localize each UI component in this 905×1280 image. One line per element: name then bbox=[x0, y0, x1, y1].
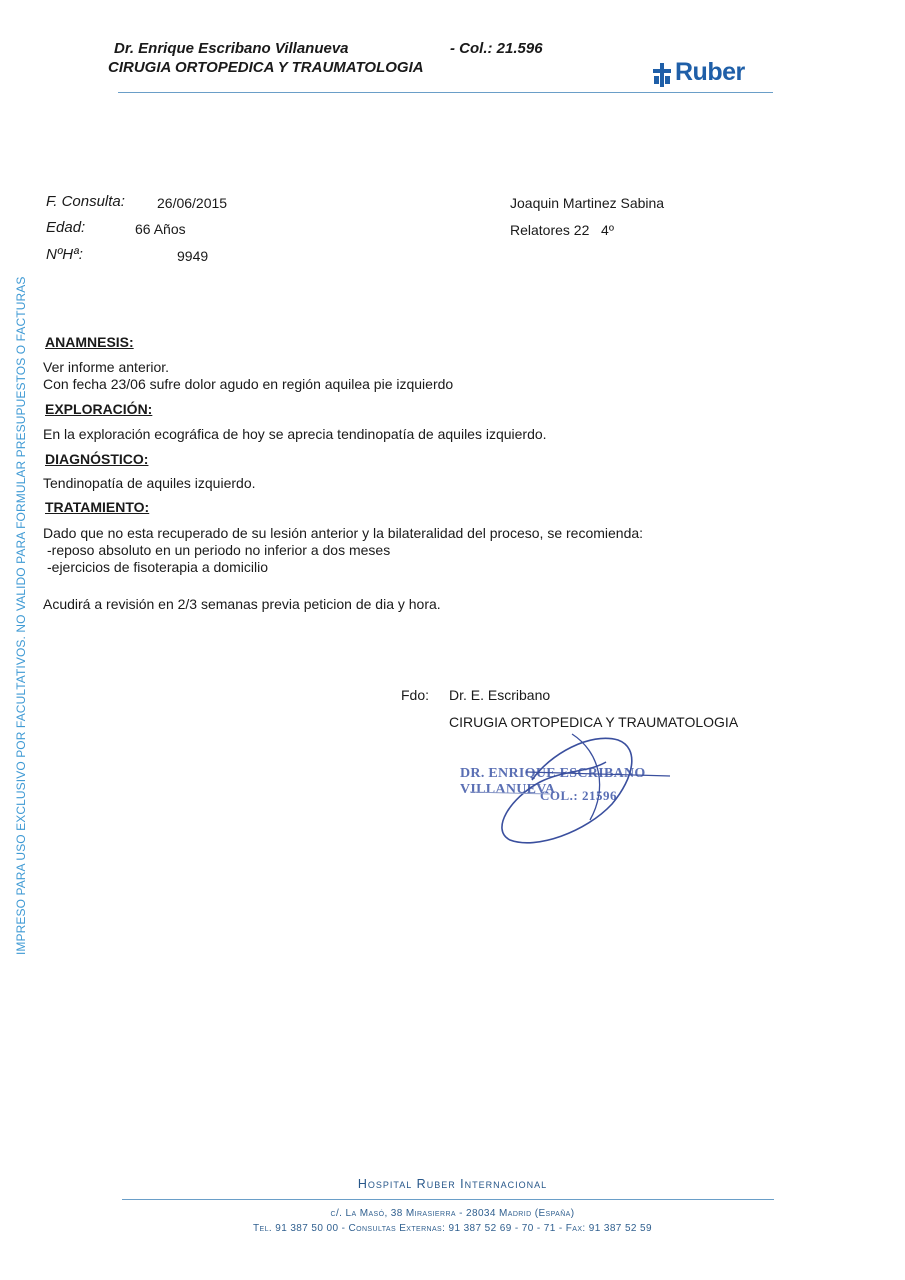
exploracion-line1: En la exploración ecográfica de hoy se aprecia tendinopatía de aquiles izquierdo. bbox=[43, 426, 547, 442]
ruber-logo bbox=[651, 58, 776, 88]
patient-address: Relatores 22 4º bbox=[510, 222, 614, 238]
tratamiento-title: TRATAMIENTO: bbox=[45, 499, 150, 515]
doctor-name: Dr. Enrique Escribano Villanueva bbox=[114, 40, 349, 57]
footer-hospital: Hospital Ruber Internacional bbox=[357, 1177, 548, 1191]
stamp-col: COL.: 21596 bbox=[540, 788, 617, 803]
signature-specialty: CIRUGIA ORTOPEDICA Y TRAUMATOLOGIA bbox=[449, 714, 739, 730]
header-divider bbox=[118, 92, 773, 93]
diagnostico-line1: Tendinopatía de aquiles izquierdo. bbox=[43, 475, 256, 491]
nh-label: NºHª: bbox=[46, 246, 83, 263]
footer-divider bbox=[122, 1199, 774, 1200]
consulta-value: 26/06/2015 bbox=[157, 195, 228, 211]
header-specialty: CIRUGIA ORTOPEDICA Y TRAUMATOLOGIA bbox=[108, 59, 424, 76]
patient-name: Joaquin Martinez Sabina bbox=[510, 195, 665, 211]
logo-text: Ruber bbox=[675, 58, 745, 86]
tratamiento-line3: -ejercicios de fisoterapia a domicilio bbox=[47, 559, 268, 575]
fdo-label: Fdo: bbox=[401, 687, 430, 703]
tratamiento-line1: Dado que no esta recuperado de su lesión anterior y la bilateralidad del proceso, se recomienda: bbox=[43, 525, 644, 541]
nh-value: 9949 bbox=[177, 248, 209, 264]
ruber-crest-icon bbox=[651, 62, 673, 88]
revision-line: Acudirá a revisión en 2/3 semanas previa peticion de dia y hora. bbox=[43, 596, 441, 612]
footer-address: c/. La Masó, 38 Mirasierra - 28034 Madrid (España) bbox=[330, 1208, 575, 1219]
side-notice: IMPRESO PARA USO EXCLUSIVO POR FACULTATIVOS. NO VALIDO PARA FORMULAR PRESUPUESTOS O FACTURAS bbox=[14, 276, 28, 955]
edad-label: Edad: bbox=[46, 219, 86, 236]
signer-name: Dr. E. Escribano bbox=[449, 687, 551, 703]
stamp-name: DR. ENRIQUE ESCRIBANO VILLANUEVA bbox=[460, 766, 646, 797]
consulta-label: F. Consulta: bbox=[46, 193, 125, 210]
exploracion-title: EXPLORACIÓN: bbox=[45, 401, 153, 417]
footer-phones: Tel. 91 387 50 00 - Consultas Externas: 91 387 52 69 - 70 - 71 - Fax: 91 387 52 59 bbox=[253, 1223, 652, 1234]
tratamiento-line2: -reposo absoluto en un periodo no inferior a dos meses bbox=[47, 542, 391, 558]
edad-value: 66 Años bbox=[135, 221, 186, 237]
anamnesis-line1: Ver informe anterior. bbox=[43, 359, 170, 375]
college-number: - Col.: 21.596 bbox=[450, 40, 543, 57]
signature-stamp bbox=[440, 722, 740, 852]
anamnesis-title: ANAMNESIS: bbox=[45, 334, 134, 350]
handwritten-signature bbox=[440, 722, 740, 852]
anamnesis-line2: Con fecha 23/06 sufre dolor agudo en región aquilea pie izquierdo bbox=[43, 376, 454, 392]
diagnostico-title: DIAGNÓSTICO: bbox=[45, 451, 149, 467]
